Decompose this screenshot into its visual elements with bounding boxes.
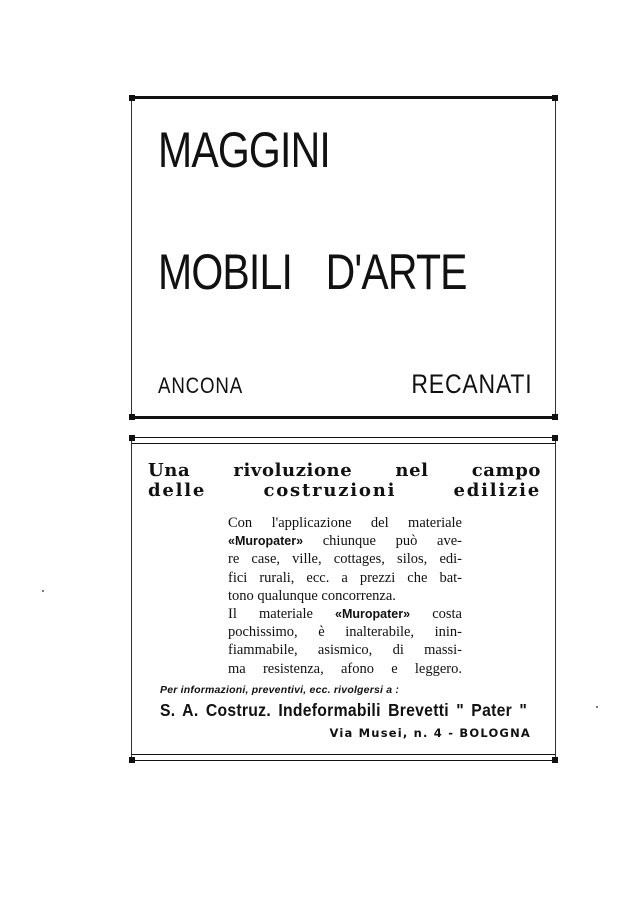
body-paragraph — [228, 514, 462, 678]
body-text-fragment: costa — [410, 606, 462, 623]
body-line: ma resistenza, afono e leggero. — [228, 660, 462, 677]
muropater-advertisement — [131, 437, 556, 761]
print-speck — [42, 590, 44, 592]
company-name: S. A. Costruz. Indeformabili Brevetti " Pater " — [160, 700, 528, 720]
product-name: «Muropater» — [335, 607, 411, 622]
corner-ornament — [129, 95, 135, 101]
body-text-fragment: chiunque può ave- — [303, 533, 462, 550]
body-line: fici rurali, ecc. a prezzi che bat- — [228, 569, 462, 586]
body-text-fragment: Il materiale — [228, 606, 336, 623]
company-address: Via Musei, n. 4 - BOLOGNA — [329, 726, 531, 740]
city-recanati: RECANATI — [411, 369, 533, 399]
headline-line-1: Una rivoluzione nel campo — [148, 460, 541, 481]
corner-ornament — [129, 414, 135, 420]
contact-label: Per informazioni, preventivi, ecc. rivolgersi a : — [160, 684, 400, 696]
double-rule-bottom — [132, 754, 555, 755]
body-line: tono qualunque concorrenza. — [228, 587, 396, 604]
brand-name: MAGGINI — [158, 122, 330, 178]
body-line — [228, 605, 462, 623]
tagline: MOBILI D'ARTE — [158, 244, 467, 300]
print-speck — [596, 706, 598, 708]
body-line: Con l'applicazione del materiale — [228, 515, 462, 531]
product-name: «Muropater» — [228, 534, 304, 549]
maggini-advertisement — [131, 96, 556, 419]
corner-ornament — [129, 757, 135, 763]
body-line — [228, 532, 462, 550]
corner-ornament — [552, 414, 558, 420]
corner-ornament — [552, 95, 558, 101]
city-ancona: ANCONA — [158, 373, 244, 398]
headline-line-2: delle costruzioni edilizie — [148, 480, 541, 501]
corner-ornament — [129, 435, 135, 441]
corner-ornament — [552, 757, 558, 763]
body-line: re case, ville, cottages, silos, edi- — [228, 551, 462, 568]
corner-ornament — [552, 435, 558, 441]
body-line: fiammabile, asismico, di massi- — [228, 642, 462, 659]
double-rule-top — [132, 443, 555, 444]
body-line: pochissimo, è inalterabile, inin- — [228, 624, 462, 641]
